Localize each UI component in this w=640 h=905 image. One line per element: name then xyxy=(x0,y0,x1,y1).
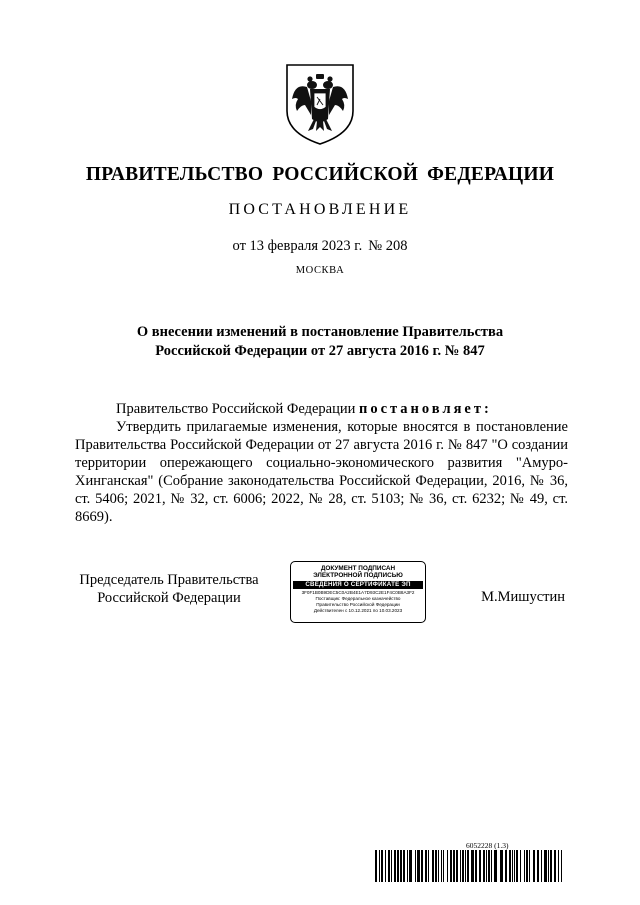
signer-position-line-1: Председатель Правительства xyxy=(79,572,259,588)
signer-position xyxy=(60,571,278,607)
body-p1-spaced: постановляет: xyxy=(358,401,492,417)
body-paragraph-1 xyxy=(75,400,568,418)
stamp-owner: Правительство Российской Федерации xyxy=(316,602,400,607)
coat-of-arms-icon xyxy=(283,61,357,147)
subject-line-1: О внесении изменений в постановление Правительства xyxy=(136,324,504,340)
subject-line-2: Российской Федерации от 27 августа 2016 г. № 847 xyxy=(155,343,485,359)
document-subject xyxy=(0,323,640,361)
signer-position-line-2: Российской Федерации xyxy=(97,590,241,606)
stamp-serial: 3F0F1B0B9DEC5C0A2B4E1A7D93C2E1F4C0B8A3F2 xyxy=(301,589,415,595)
document-city: МОСКВА xyxy=(295,265,345,276)
document-date-line xyxy=(0,238,640,255)
stamp-certificate-bar: СВЕДЕНИЯ О СЕРТИФИКАТЕ ЭП xyxy=(293,581,423,589)
stamp-issuer: Поставщик: Федеральное казначейство xyxy=(315,595,401,601)
document-body xyxy=(75,400,568,526)
barcode-number: 6052228 (1.3) xyxy=(466,841,509,850)
body-paragraph-2: Утвердить прилагаемые изменения, которые вносятся в постановление Правительства Российской Федерации от 27 августа 2016 г. № 847 "О создании территории опережающего социально-экономического развития "Амуро-Хинганская" (Собрание законодательства Российской Федерации, 2016, № 36, ст. 5406; 2021, № 32, ст. 6006; 2022, № 28, ст. 5103; № 36, ст. 6232; № 49, ст. 8669). xyxy=(75,419,568,525)
document-date: от 13 февраля 2023 г. xyxy=(232,238,363,254)
stamp-line-2: ЭЛЕКТРОННОЙ ПОДПИСЬЮ xyxy=(313,572,403,580)
stamp-line-1: ДОКУМЕНТ ПОДПИСАН xyxy=(320,565,396,572)
electronic-signature-stamp xyxy=(290,561,426,623)
document-type: ПОСТАНОВЛЕНИЕ xyxy=(228,201,412,218)
stamp-validity: Действителен с 10.12.2021 по 10.03.2023 xyxy=(313,608,403,614)
barcode-icon xyxy=(375,850,565,882)
signer-name: М.Мишустин xyxy=(481,589,565,605)
government-title: ПРАВИТЕЛЬСТВО РОССИЙСКОЙ ФЕДЕРАЦИИ xyxy=(85,164,555,185)
document-number: № 208 xyxy=(368,238,408,254)
body-p1-text: Правительство Российской Федерации xyxy=(116,401,359,417)
